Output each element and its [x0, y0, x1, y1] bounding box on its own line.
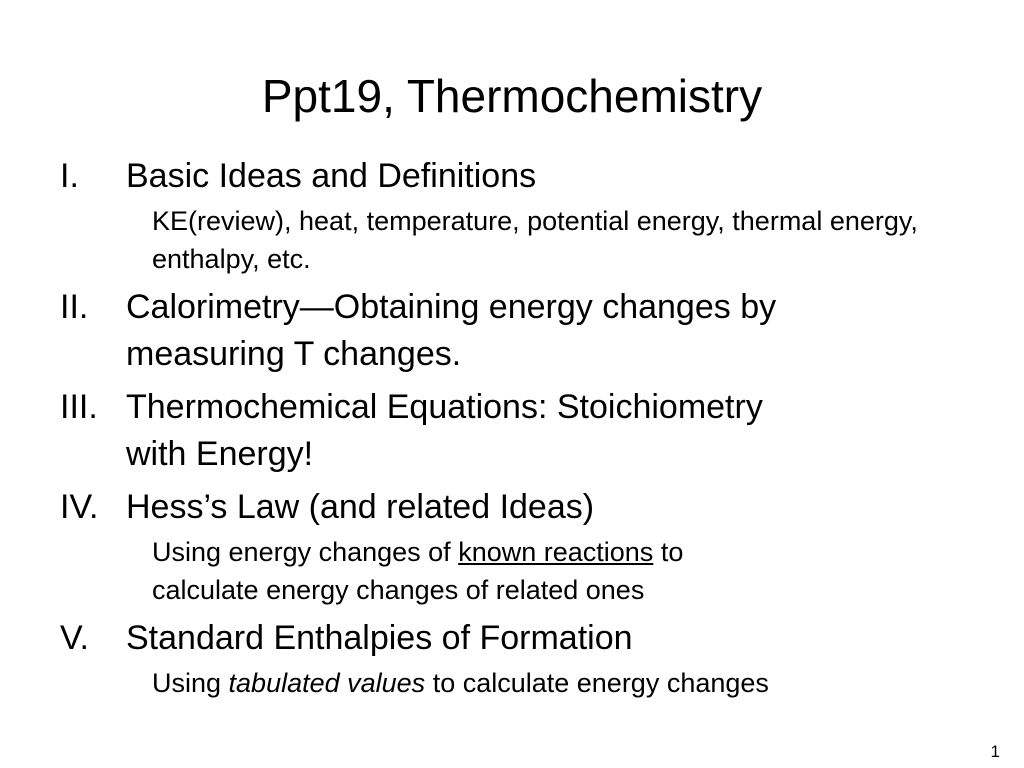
- outline-item-text: Hess’s Law (and related Ideas): [126, 488, 595, 526]
- outline-subitem-text-line2: calculate energy changes of related ones: [152, 575, 645, 605]
- outline-subitem-text-post: to: [653, 537, 684, 567]
- outline-item-text-line2: with Energy!: [126, 435, 314, 473]
- outline-numeral: V.: [60, 619, 90, 657]
- outline-subitem-text-pre: Using energy changes of: [152, 537, 459, 567]
- outline-subitem-text-post: to calculate energy changes: [425, 668, 769, 698]
- slide-title: Ppt19, Thermochemistry: [261, 70, 763, 122]
- outline-subitem-italic: tabulated values: [228, 668, 426, 698]
- outline-numeral: IV.: [60, 488, 99, 526]
- outline-item-2: [60, 284, 960, 378]
- outline-numeral: I.: [60, 157, 79, 195]
- page-number: 1: [990, 742, 1000, 761]
- outline-item-text: Standard Enthalpies of Formation: [126, 619, 633, 657]
- outline-numeral: II.: [60, 288, 89, 326]
- outline-item-3: [60, 384, 960, 478]
- outline-subitem-4: [60, 533, 960, 609]
- outline-item-text-line1: Thermochemical Equations: Stoichiometry: [126, 388, 763, 426]
- outline-item-text: Basic Ideas and Definitions: [126, 157, 537, 195]
- outline-item-text-line2: measuring T changes.: [126, 335, 462, 373]
- outline-item-4: [60, 484, 960, 531]
- outline-item-5: [60, 615, 960, 662]
- outline-subitem-underlined: known reactions: [458, 537, 654, 567]
- outline-subitem-1: [60, 202, 960, 278]
- outline-list: [60, 153, 960, 702]
- outline-item-text-line1: Calorimetry—Obtaining energy changes by: [126, 288, 777, 326]
- outline-subitem-5: [60, 664, 960, 702]
- outline-subitem-text-pre: Using: [152, 668, 229, 698]
- outline-item-1: [60, 153, 960, 200]
- outline-subitem-text: KE(review), heat, temperature, potential energy, thermal energy, enthalpy, etc.: [152, 206, 918, 274]
- outline-numeral: III.: [60, 388, 98, 426]
